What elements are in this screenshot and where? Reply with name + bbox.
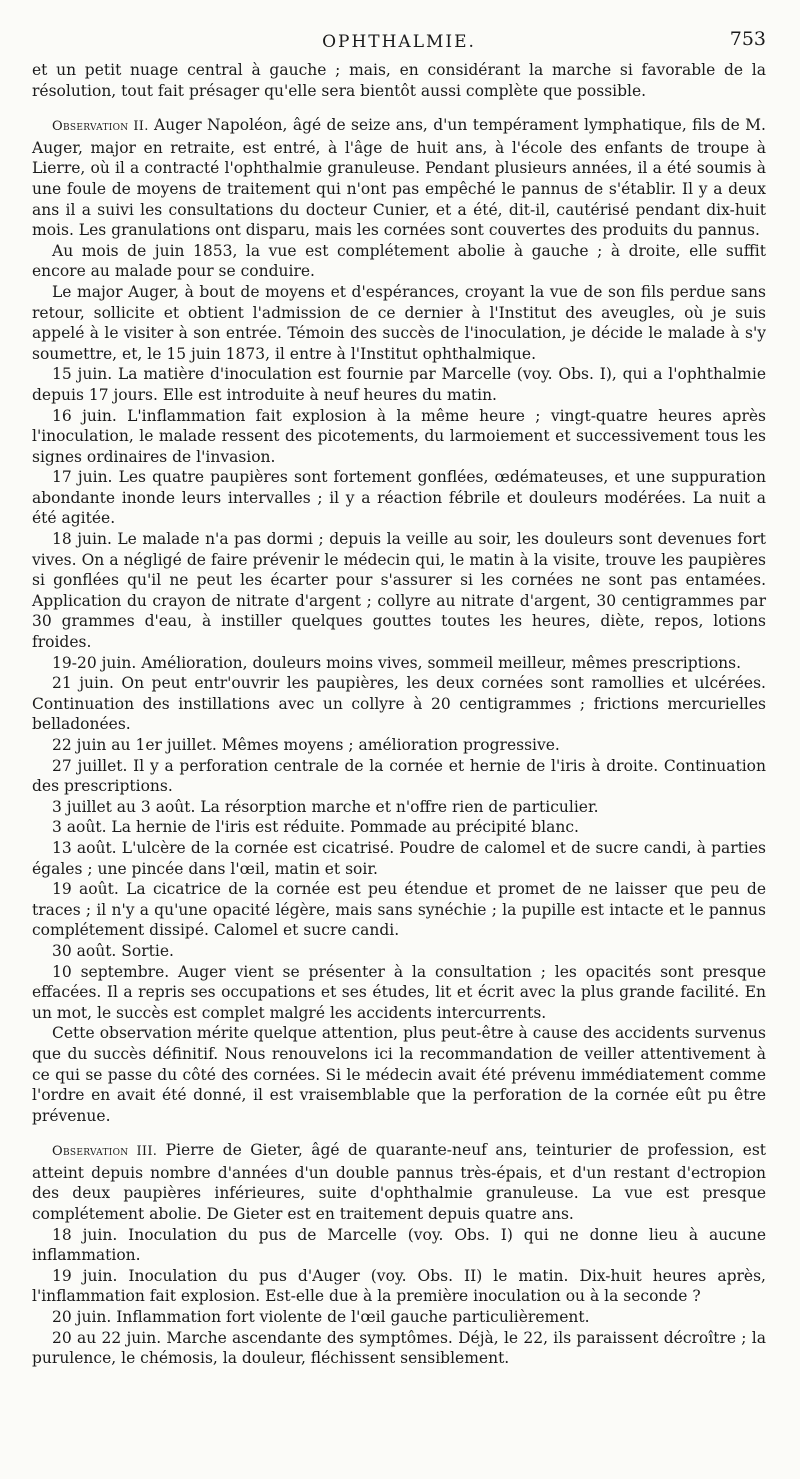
paragraph: Le major Auger, à bout de moyens et d'espérances, croyant la vue de son fils perdue sans retour, sollicite et obtient l'admission de ce dernier à l'Institut des aveugles, où je suis appelé à le visiter à son entrée. Témoin des succès de l'inoculation, je décide le malade à s'y soumettre, et, le 15 juin 1873, il entre à l'Institut ophthalmique. — [32, 282, 766, 363]
dated-entry: 20 juin. Inflammation fort violente de l'œil gauche particulièrement. — [52, 1308, 590, 1327]
dated-entry: 30 août. Sortie. — [52, 941, 174, 960]
dated-entry: 16 juin. L'inflammation fait explosion à la même heure ; vingt-quatre heures après l'inoculation, le malade ressent des picotements, du larmoiement et successivement tous les signes ordinaires de l'invasion. — [32, 406, 766, 466]
running-title: OPHTHALMIE. — [322, 32, 476, 52]
dated-entry: 18 juin. Inoculation du pus de Marcelle (voy. Obs. I) qui ne donne lieu à aucune inflammation. — [32, 1225, 766, 1265]
observation-paragraph: Observation III. Pierre de Gieter, âgé de quarante-neuf ans, teinturier de profession, est atteint depuis nombre d'années d'un double pannus très-épais, et d'un restant d'ectropion des deux paupières inférieures, suite d'ophthalmie granuleuse. La vue est presque complétement abolie. De Gieter est en traitement depuis quatre ans. — [32, 1141, 766, 1224]
dated-entry: 17 juin. Les quatre paupières sont fortement gonflées, œdémateuses, et une suppuration abondante inonde leurs intervalles ; il y a réaction fébrile et douleurs modérées. La nuit a été agitée. — [32, 468, 766, 528]
paragraph: Au mois de juin 1853, la vue est complétement abolie à gauche ; à droite, elle suffit encore au malade pour se conduire. — [32, 241, 766, 281]
dated-entry: 10 septembre. Auger vient se présenter à la consultation ; les opacités sont presque effacées. Il a repris ses occupations et ses études, lit et écrit avec la plus grande facilité. En un mot, le succès est complet malgré les accidents intercurrents. — [32, 962, 766, 1022]
dated-entry: 15 juin. La matière d'inoculation est fournie par Marcelle (voy. Obs. I), qui a l'ophthalmie depuis 17 jours. Elle est introduite à neuf heures du matin. — [32, 365, 766, 404]
dated-entry: 19-20 juin. Amélioration, douleurs moins vives, sommeil meilleur, mêmes prescriptions. — [52, 653, 742, 672]
dated-entry: 3 août. La hernie de l'iris est réduite. Pommade au précipité blanc. — [52, 818, 579, 837]
dated-entry: 13 août. L'ulcère de la cornée est cicatrisé. Poudre de calomel et de sucre candi, à parties égales ; une pincée dans l'œil, matin et soir. — [32, 838, 766, 878]
observation-label: Observation II. — [52, 119, 149, 135]
observation-paragraph: Observation II. Auger Napoléon, âgé de seize ans, d'un tempérament lymphatique, fils de M. Auger, major en retraite, est entré, à l'âge de huit ans, à l'école des enfants de troupe à Lierre, où il a contracté l'ophthalmie granuleuse. Pendant plusieurs années, il a été soumis à une foule de moyens de traitement qui n'ont pas empêché le pannus de s'établir. Il y a deux ans il a suivi les consultations du docteur Cunier, et a été, dit-il, cautérisé pendant dix-huit mois. Les granulations ont disparu, mais les cornées sont couvertes des produits du pannus. — [32, 116, 766, 240]
dated-entry: 27 juillet. Il y a perforation centrale de la cornée et hernie de l'iris à droite. Continuation des prescriptions. — [32, 756, 766, 796]
paragraph: et un petit nuage central à gauche ; mais, en considérant la marche si favorable de la résolution, tout fait présager qu'elle sera bientôt aussi complète que possible. — [32, 61, 766, 100]
dated-entry: 18 juin. Le malade n'a pas dormi ; depuis la veille au soir, les douleurs sont devenues fort vives. On a négligé de faire prévenir le médecin qui, le matin à la visite, trouve les paupières si gonflées qu'il ne peut les écarter pour s'assurer si les cornées ne sont pas entamées. Application du crayon de nitrate d'argent ; collyre au nitrate d'argent, 30 centigrammes par 30 grammes d'eau, à instiller quelques gouttes toutes les heures, diète, repos, lotions froides. — [32, 530, 766, 652]
dated-entry: 19 juin. Inoculation du pus d'Auger (voy. Obs. II) le matin. Dix-huit heures après, l'inflammation fait explosion. Est-elle due à la première inoculation ou à la seconde ? — [32, 1266, 766, 1306]
dated-entry: 22 juin au 1er juillet. Mêmes moyens ; amélioration progressive. — [52, 736, 560, 754]
body-text — [32, 60, 766, 1369]
dated-entry: 21 juin. On peut entr'ouvrir les paupières, les deux cornées sont ramollies et ulcérées. Continuation des instillations avec un collyre à 20 centigrammes ; frictions mercurielles belladonées. — [32, 674, 766, 734]
page-header — [32, 28, 766, 56]
observation-label: Observation III. — [52, 1144, 158, 1160]
paragraph: Cette observation mérite quelque attention, plus peut-être à cause des accidents survenus que du succès définitif. Nous renouvelons ici la recommandation de veiller attentivement à ce qui se passe du côté des cornées. Si le médecin avait été prévenu immédiatement comme l'ordre en avait été donné, il est vraisemblable que la perforation de la cornée eût pu être prévenue. — [32, 1024, 766, 1125]
dated-entry: 19 août. La cicatrice de la cornée est peu étendue et promet de ne laisser que peu de traces ; il n'y a qu'une opacité légère, mais sans synéchie ; la pupille est intacte et le pannus complétement dissipé. Calomel et sucre candi. — [32, 880, 766, 940]
dated-entry: 20 au 22 juin. Marche ascendante des symptômes. Déjà, le 22, ils paraissent décroître ; la purulence, le chémosis, la douleur, fléchissent sensiblement. — [32, 1328, 766, 1368]
page-number: 753 — [729, 28, 766, 50]
dated-entry: 3 juillet au 3 août. La résorption marche et n'offre rien de particulier. — [52, 797, 599, 816]
